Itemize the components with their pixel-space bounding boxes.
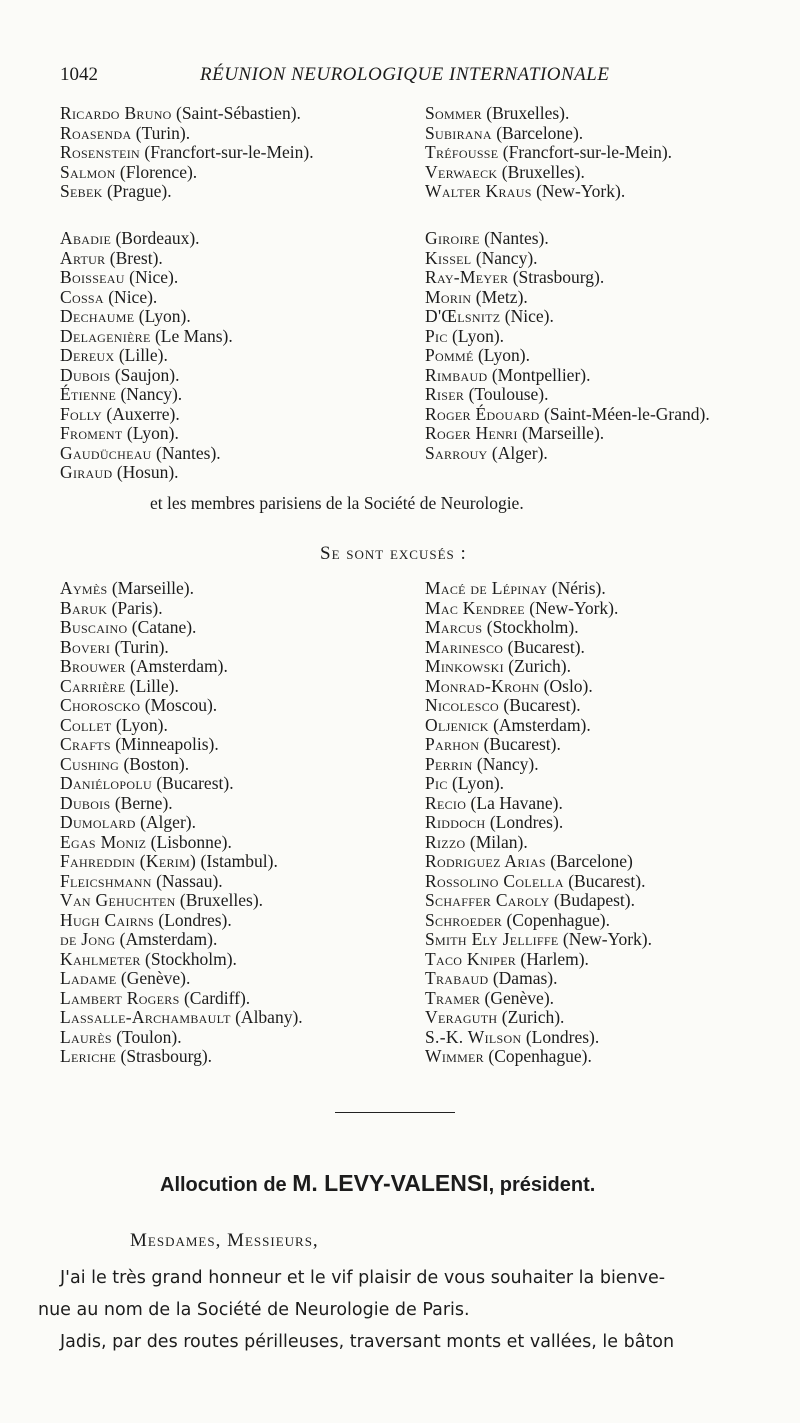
person-name: D'Œlsnitz xyxy=(425,306,501,326)
person-name: Salmon xyxy=(60,161,116,182)
person-name: Parhon xyxy=(425,734,480,754)
person-place: (Lyon). xyxy=(111,714,168,735)
list-item xyxy=(425,872,652,892)
list-item xyxy=(60,989,303,1009)
block1-left-column xyxy=(60,104,314,202)
person-place: (Montpellier). xyxy=(487,364,591,385)
person-name: Rosenstein xyxy=(60,142,141,162)
person-name: Leriche xyxy=(60,1046,117,1066)
person-place: (Alger). xyxy=(135,812,196,832)
person-place: (Berne). xyxy=(110,792,173,813)
list-item xyxy=(60,891,303,911)
person-name: Boveri xyxy=(60,636,111,657)
person-place: (Stockholm). xyxy=(140,948,237,969)
list-item xyxy=(60,950,303,970)
person-name: Kissel xyxy=(425,247,472,268)
person-place: (Barcelone). xyxy=(491,122,584,143)
address-title xyxy=(160,1170,595,1197)
person-name: Dechaume xyxy=(60,306,135,326)
person-name: Carrière xyxy=(60,675,126,696)
section-divider xyxy=(335,1112,455,1113)
list-item xyxy=(425,424,710,444)
person-name: de Jong xyxy=(60,929,116,949)
person-place: (Milan). xyxy=(465,831,528,852)
person-name: Pic xyxy=(425,325,448,346)
person-name: Van Gehuchten xyxy=(60,890,176,910)
person-place: (Nice). xyxy=(103,286,158,307)
person-name: Étienne xyxy=(60,384,117,404)
person-place: (Saujon). xyxy=(110,364,180,385)
person-place: (Copenhague). xyxy=(484,1046,592,1066)
person-place: (Nancy). xyxy=(472,753,539,774)
person-name: Kahlmeter xyxy=(60,948,141,969)
person-name: Froment xyxy=(60,423,123,443)
address-greeting: Mesdames, Messieurs, xyxy=(130,1230,319,1251)
person-name: Wimmer xyxy=(425,1046,484,1066)
person-name: Tréfousse xyxy=(425,142,499,162)
person-name: Dubois xyxy=(60,792,111,813)
list-item xyxy=(60,911,303,931)
person-place: (Istambul). xyxy=(196,851,278,871)
person-place: (Brest). xyxy=(105,247,163,268)
person-name: Artur xyxy=(60,247,106,268)
person-name: Nicolesco xyxy=(425,695,500,715)
list-item xyxy=(60,163,314,183)
list-item xyxy=(60,182,314,202)
person-name: Veraguth xyxy=(425,1007,498,1027)
person-name: Rizzo xyxy=(425,831,466,852)
list-item xyxy=(60,444,233,464)
list-item xyxy=(425,677,652,697)
person-place: (Lille). xyxy=(125,675,179,696)
list-item xyxy=(60,599,303,619)
person-place: (Bucarest). xyxy=(503,636,585,657)
person-name: Monrad-Krohn xyxy=(425,675,540,696)
person-place: (Genève). xyxy=(480,987,555,1008)
person-place: (New-York). xyxy=(558,929,653,949)
list-item xyxy=(60,463,233,483)
person-place: (Minneapolis). xyxy=(110,734,219,754)
person-place: (Harlem). xyxy=(516,948,589,969)
person-name: Giraud xyxy=(60,462,113,482)
person-place: (Néris). xyxy=(547,578,606,598)
list-item xyxy=(425,579,652,599)
list-item xyxy=(425,696,652,716)
person-place: (Amsterdam). xyxy=(125,656,228,676)
list-item xyxy=(425,969,652,989)
list-item xyxy=(425,163,672,183)
list-item xyxy=(60,1047,303,1067)
person-place: (Lille). xyxy=(114,345,168,365)
person-place: (Metz). xyxy=(471,286,528,307)
list-item xyxy=(60,794,303,814)
person-name: Brouwer xyxy=(60,656,126,676)
person-name: Collet xyxy=(60,714,112,735)
list-item xyxy=(425,833,652,853)
person-name: Mac Kendree xyxy=(425,597,525,618)
person-place: (Boston). xyxy=(119,753,190,774)
person-name: Hugh Cairns xyxy=(60,909,154,930)
address-line-2: nue au nom de la Société de Neurologie de Paris. xyxy=(38,1300,470,1320)
person-name: Morin xyxy=(425,286,472,307)
list-item xyxy=(60,735,303,755)
person-place: (Florence). xyxy=(115,161,198,182)
person-name: Lambert Rogers xyxy=(60,987,180,1008)
person-place: (Nancy). xyxy=(471,247,538,268)
list-item xyxy=(425,950,652,970)
person-name: Roasenda xyxy=(60,122,132,143)
person-place: (Lyon). xyxy=(134,306,191,326)
list-item xyxy=(425,735,652,755)
person-place: (Londres). xyxy=(521,1026,600,1047)
list-item xyxy=(60,249,233,269)
person-place: (Londres). xyxy=(485,812,564,832)
list-item xyxy=(425,385,710,405)
person-place: (Copenhague). xyxy=(502,909,610,930)
list-item xyxy=(425,405,710,425)
person-name: Folly xyxy=(60,403,103,424)
list-item xyxy=(425,755,652,775)
block1-right-column xyxy=(425,104,672,202)
person-place: (Barcelone) xyxy=(545,851,633,871)
person-name: Oljenick xyxy=(425,714,489,735)
person-place: (Hosun). xyxy=(112,462,179,482)
list-item xyxy=(60,852,303,872)
person-place: (Damas). xyxy=(488,968,558,988)
list-item xyxy=(425,794,652,814)
person-name: Buscaino xyxy=(60,617,128,637)
person-place: (Moscou). xyxy=(140,695,218,715)
list-item xyxy=(425,249,710,269)
person-place: (Marseille). xyxy=(107,578,194,598)
list-item xyxy=(60,366,233,386)
person-place: (Lyon). xyxy=(447,773,505,793)
person-place: (Auxerre). xyxy=(102,403,180,424)
person-place: (Stockholm). xyxy=(482,617,579,637)
list-item xyxy=(425,891,652,911)
person-place: (Nancy). xyxy=(116,384,183,404)
person-place: (Marseille). xyxy=(517,423,605,443)
person-place: (Zurich). xyxy=(503,656,571,676)
person-name: Trabaud xyxy=(425,968,489,988)
person-place: (Bruxelles). xyxy=(497,161,585,182)
person-name: Riser xyxy=(425,384,465,404)
list-item xyxy=(60,696,303,716)
list-item xyxy=(60,268,233,288)
person-place: (Toulouse). xyxy=(464,384,549,404)
list-item xyxy=(60,104,314,124)
person-place: (Albany). xyxy=(230,1007,303,1027)
list-item xyxy=(60,677,303,697)
person-place: (Cardiff). xyxy=(179,987,251,1008)
list-item xyxy=(60,833,303,853)
person-name: Sebek xyxy=(60,181,103,201)
person-place: (Turin). xyxy=(110,636,169,657)
person-name: Marinesco xyxy=(425,636,504,657)
person-place: (Paris). xyxy=(107,597,163,618)
person-place: (Nantes). xyxy=(479,228,549,248)
person-place: (Oslo). xyxy=(539,675,593,696)
person-place: (Lyon). xyxy=(122,423,179,443)
list-item xyxy=(60,288,233,308)
person-name: Taco Kniper xyxy=(425,948,517,969)
list-item xyxy=(425,268,710,288)
person-name: Delagenière xyxy=(60,325,151,346)
person-place: (Zurich). xyxy=(497,1007,565,1027)
list-item xyxy=(425,288,710,308)
person-name: Recio xyxy=(425,792,467,813)
person-place: (Bruxelles). xyxy=(481,103,570,123)
list-item xyxy=(425,716,652,736)
list-item xyxy=(425,327,710,347)
person-name: Tramer xyxy=(425,987,481,1008)
address-title-person: M. LEVY-VALENSI xyxy=(292,1170,489,1196)
list-item xyxy=(60,143,314,163)
list-item xyxy=(425,346,710,366)
person-place: (Saint-Sébastien). xyxy=(171,103,301,123)
list-item xyxy=(425,366,710,386)
person-name: Roger Édouard xyxy=(425,403,540,424)
person-name: Giroire xyxy=(425,228,480,248)
person-name: Fahreddin (Kerim) xyxy=(60,851,197,871)
person-place: (Strasbourg). xyxy=(116,1046,213,1066)
person-place: (Saint-Méen-le-Grand). xyxy=(539,403,710,424)
list-item xyxy=(425,229,710,249)
person-place: (Lisbonne). xyxy=(146,831,232,852)
address-title-prefix: Allocution de xyxy=(160,1174,287,1196)
person-name: Laurès xyxy=(60,1026,112,1047)
person-name: Roger Henri xyxy=(425,423,518,443)
address-line-1: J'ai le très grand honneur et le vif plaisir de vous souhaiter la bienve- xyxy=(60,1268,666,1288)
list-item xyxy=(425,143,672,163)
block3-left-column xyxy=(60,579,303,1067)
person-place: (Bucarest). xyxy=(499,695,581,715)
list-item xyxy=(60,657,303,677)
list-item xyxy=(60,618,303,638)
person-name: Perrin xyxy=(425,753,473,774)
person-place: (La Havane). xyxy=(466,792,563,813)
person-name: Crafts xyxy=(60,734,111,754)
person-name: Aymès xyxy=(60,578,108,598)
person-name: Walter Kraus xyxy=(425,181,532,201)
person-name: Marcus xyxy=(425,617,483,637)
person-name: Smith Ely Jelliffe xyxy=(425,929,559,949)
person-name: Dubois xyxy=(60,364,111,385)
person-place: (Alger). xyxy=(487,442,548,463)
list-item xyxy=(60,774,303,794)
closing-line: et les membres parisiens de la Société de Neurologie. xyxy=(150,493,524,513)
person-name: Fleicshmann xyxy=(60,870,152,891)
person-place: (Turin). xyxy=(131,122,191,143)
person-place: (Bordeaux). xyxy=(111,228,200,248)
person-name: Verwaeck xyxy=(425,161,498,182)
person-place: (Nassau). xyxy=(151,870,223,891)
person-name: Riddoch xyxy=(425,812,486,832)
address-line-3: Jadis, par des routes périlleuses, traversant monts et vallées, le bâton xyxy=(60,1332,675,1352)
person-name: Ricardo Bruno xyxy=(60,103,172,123)
list-item xyxy=(425,852,652,872)
list-item xyxy=(60,229,233,249)
person-name: Dereux xyxy=(60,345,115,365)
person-name: Boisseau xyxy=(60,267,125,287)
person-name: Daniélopolu xyxy=(60,773,152,793)
person-name: Cossa xyxy=(60,286,104,307)
list-item xyxy=(425,124,672,144)
list-item xyxy=(60,1008,303,1028)
list-item xyxy=(425,911,652,931)
person-name: Schaffer Caroly xyxy=(425,890,550,910)
list-item xyxy=(425,638,652,658)
person-place: (New-York). xyxy=(531,181,626,201)
person-name: Cushing xyxy=(60,753,120,774)
list-item xyxy=(60,716,303,736)
person-place: (Nantes). xyxy=(151,442,221,463)
person-place: (Bucarest). xyxy=(563,870,646,891)
list-item xyxy=(60,424,233,444)
person-name: Pic xyxy=(425,773,448,793)
person-place: (Francfort-sur-le-Mein). xyxy=(140,142,314,162)
list-item xyxy=(425,1047,652,1067)
page-header xyxy=(60,64,690,90)
list-item xyxy=(60,327,233,347)
person-place: (Francfort-sur-le-Mein). xyxy=(498,142,673,162)
page-number: 1042 xyxy=(60,64,98,85)
person-name: Abadie xyxy=(60,228,112,248)
person-place: (Budapest). xyxy=(549,890,635,910)
list-item xyxy=(425,989,652,1009)
person-name: Egas Moniz xyxy=(60,831,147,852)
person-place: (Bucarest). xyxy=(479,734,561,754)
list-item xyxy=(60,405,233,425)
person-name: Baruk xyxy=(60,597,108,618)
list-item xyxy=(60,813,303,833)
person-place: (Strasbourg). xyxy=(508,267,605,287)
person-name: Macé de Lépinay xyxy=(425,578,548,598)
block3-right-column xyxy=(425,579,652,1067)
list-item xyxy=(425,444,710,464)
list-item xyxy=(60,1028,303,1048)
list-item xyxy=(60,638,303,658)
list-item xyxy=(425,599,652,619)
running-title: RÉUNION NEUROLOGIQUE INTERNATIONALE xyxy=(200,64,610,85)
person-name: Choroscko xyxy=(60,695,141,715)
list-item xyxy=(425,774,652,794)
person-name: Sommer xyxy=(425,103,482,123)
person-name: Ray-Meyer xyxy=(425,267,509,287)
person-place: (Londres). xyxy=(154,909,232,930)
person-place: (Bucarest). xyxy=(151,773,234,793)
list-item xyxy=(60,579,303,599)
list-item xyxy=(60,930,303,950)
person-name: Gaudücheau xyxy=(60,442,152,463)
person-place: (Nice). xyxy=(124,267,179,287)
person-name: Pommé xyxy=(425,345,474,365)
person-name: Rodriguez Arias xyxy=(425,851,546,871)
person-name: Minkowski xyxy=(425,656,504,676)
list-item xyxy=(425,930,652,950)
person-place: (Lyon). xyxy=(473,345,530,365)
person-name: S.-K. Wilson xyxy=(425,1026,522,1047)
list-item xyxy=(425,1008,652,1028)
list-item xyxy=(60,385,233,405)
list-item xyxy=(425,813,652,833)
person-place: (Amsterdam). xyxy=(115,929,218,949)
list-item xyxy=(60,969,303,989)
person-name: Ladame xyxy=(60,968,117,988)
person-name: Schroeder xyxy=(425,909,503,930)
person-name: Dumolard xyxy=(60,812,136,832)
person-place: (Catane). xyxy=(127,617,197,637)
person-name: Rossolino Colella xyxy=(425,870,564,891)
person-place: (Bruxelles). xyxy=(175,890,264,910)
list-item xyxy=(60,872,303,892)
excuses-heading: Se sont excusés : xyxy=(320,543,467,564)
person-place: (Amsterdam). xyxy=(488,714,591,735)
block2-right-column xyxy=(425,229,710,463)
person-place: (Prague). xyxy=(102,181,172,201)
person-place: (Nice). xyxy=(500,306,554,326)
list-item xyxy=(425,104,672,124)
list-item xyxy=(60,755,303,775)
list-item xyxy=(60,346,233,366)
list-item xyxy=(425,182,672,202)
person-place: (Genève). xyxy=(116,968,191,988)
person-place: (Toulon). xyxy=(111,1026,182,1047)
person-name: Rimbaud xyxy=(425,364,488,385)
person-place: (New-York). xyxy=(524,597,619,618)
person-place: (Le Mans). xyxy=(150,325,233,346)
list-item xyxy=(425,618,652,638)
list-item xyxy=(425,307,710,327)
person-name: Subirana xyxy=(425,122,492,143)
person-name: Lassalle-Archambault xyxy=(60,1007,231,1027)
block2-left-column xyxy=(60,229,233,483)
person-name: Sarrouy xyxy=(425,442,488,463)
list-item xyxy=(60,307,233,327)
address-title-suffix: , président. xyxy=(488,1174,596,1196)
person-place: (Lyon). xyxy=(447,325,505,346)
list-item xyxy=(60,124,314,144)
list-item xyxy=(425,1028,652,1048)
list-item xyxy=(425,657,652,677)
